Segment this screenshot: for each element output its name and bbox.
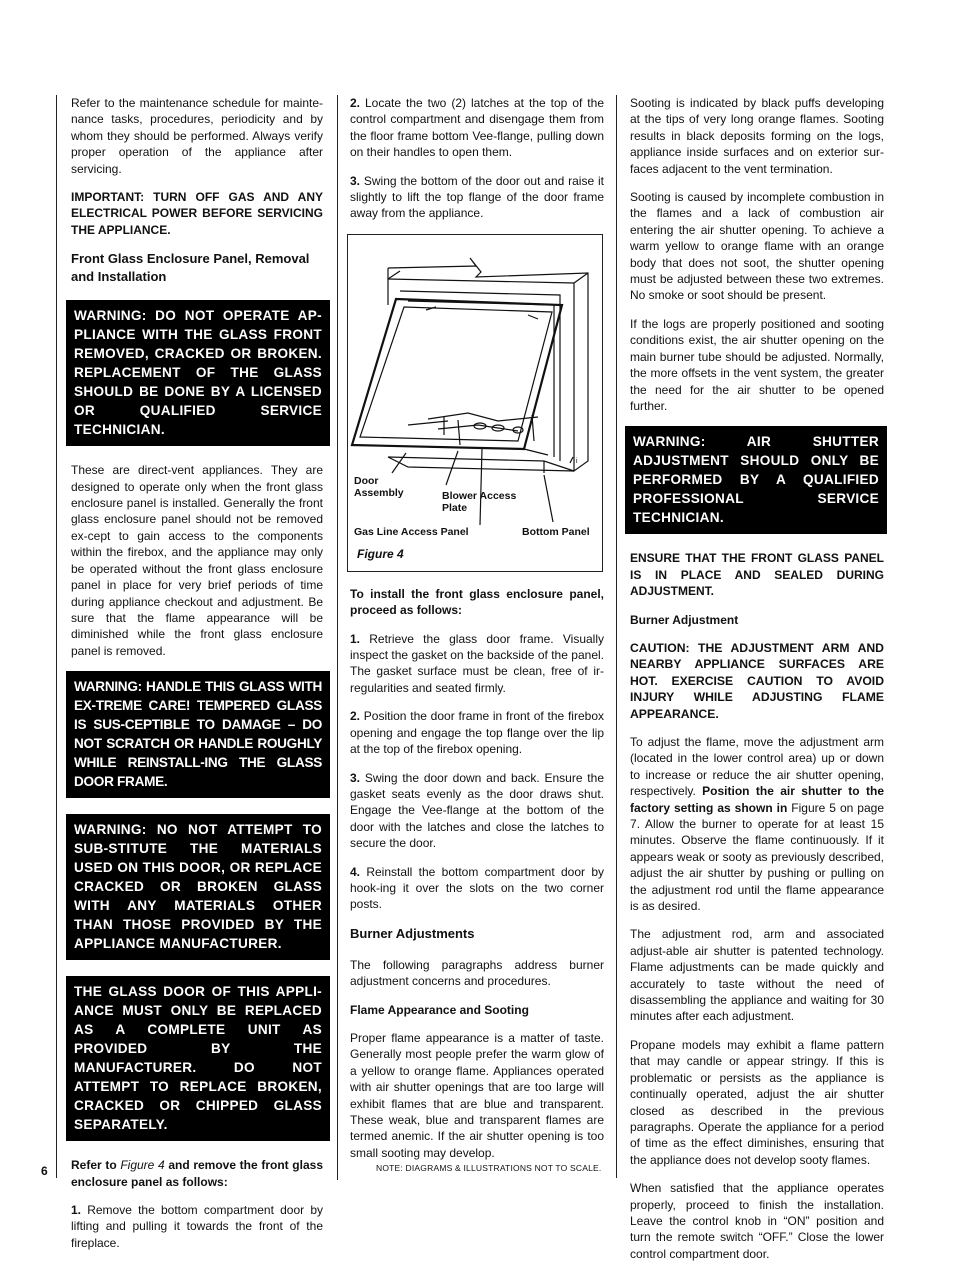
column-right xyxy=(630,95,884,1274)
sooting-paragraph-2: Sooting is caused by incomplete combustion in the flames and a lack of combustion air entering the air shutter opening. To achieve a warm yellow to orange flame with an orange body that does not soot, the shutter opening must be adjusted between these two extremes. No smoke or soot should be present. xyxy=(630,190,884,303)
removal-step-1: 1. Remove the bottom compartment door by lifting and pulling it towards the front of the fireplace. xyxy=(71,1202,323,1250)
label-bottom-panel: Bottom Panel xyxy=(522,525,590,538)
direct-vent-paragraph: These are direct-vent appliances. They are designed to operate only when the front glass enclosure panel is installed. Generally the front glass enclosure panel should not be removed ex-cept to gain access to the components within the firebox, and the appliance may only be operated without the front glass enclosure panel in place for very brief periods of time during appliance checkout and adjustment. Be sure that the flame appearance will be diminished while the front glass enclosure panel is removed. xyxy=(71,463,323,658)
figure-caption: Figure 4 xyxy=(357,546,404,561)
flame-appearance-heading: Flame Appearance and Sooting xyxy=(350,1002,529,1017)
caution-note: CAUTION: THE ADJUSTMENT ARM AND NEARBY APPLIANCE SURFACES ARE HOT. EXERCISE CAUTION TO AVOID INJURY WHILE ADJUSTING FLAME APPEARANCE. xyxy=(630,640,884,721)
adjust-flame-paragraph: To adjust the flame, move the adjustment arm (located in the lower control area) up or down to increase or reduce the air shutter opening, respectively. Position the air shutter to the factory setting as shown in Figure 5 on page 7. Allow the burner to operate for at least 15 minutes. Observe the flame continuously. If it appears weak or sooty as previously described, adjust the air shutter by pushing or pulling on the adjustment rod until the flame appearance is as desired. xyxy=(630,734,884,914)
column-middle xyxy=(350,95,604,1173)
page-number: 6 xyxy=(41,1164,48,1178)
column-rule-right xyxy=(616,95,617,1178)
column-rule-middle xyxy=(337,95,338,1180)
burner-adjustment-heading: Burner Adjustment xyxy=(630,612,739,627)
figure-4-box xyxy=(347,234,603,572)
removal-step-3: 3. Swing the bottom of the door out and raise it slightly to lift the top flange of the door frame away from the appliance. xyxy=(350,173,604,221)
flame-paragraph: Proper flame appearance is a matter of taste. Generally most people prefer the warm glow of a yellow to orange flame. Appliances operated with air shutter openings that are too large will exhibit flames that are blue and transparent. These weak, blue and transparent flames are termed anemic. If the air shutter opening is too small sooting may develop. xyxy=(350,1030,604,1160)
scale-footnote: NOTE: DIAGRAMS & ILLUSTRATIONS NOT TO SCALE. xyxy=(376,1163,602,1173)
label-door-assembly: Door Assembly xyxy=(354,474,404,499)
install-step-1: 1. Retrieve the glass door frame. Visually inspect the gasket on the backside of the panel. The gasket surface must be clean, free of ir-regularities and seated firmly. xyxy=(350,631,604,695)
fireplace-illustration xyxy=(348,235,602,571)
propane-paragraph: Propane models may exhibit a flame pattern that may candle or appear stringy. If this is problematic or persists as the appliance is continually operated, adjust the air shutter closed as described in the previous paragraphs. Operate the appliance for a period of time as the effect diminishes, ensuring that the appliance does not develop sooty flames. xyxy=(630,1037,884,1167)
removal-step-2: 2. Locate the two (2) latches at the top of the control compartment and disengage them from the floor frame bottom Vee-flange, pulling down on their handles to open them. xyxy=(350,96,604,160)
section-heading-glass-panel: Front Glass Enclosure Panel, Removal and Installation xyxy=(71,251,310,285)
label-gas-line-access-panel: Gas Line Access Panel xyxy=(354,525,469,538)
install-heading: To install the front glass enclosure panel, proceed as follows: xyxy=(350,586,604,618)
ensure-note: ENSURE THAT THE FRONT GLASS PANEL IS IN PLACE AND SEALED DURING ADJUSTMENT. xyxy=(630,551,884,599)
install-step-2: 2. Position the door frame in front of the firebox opening and engage the top flange over the lip at the top of the firebox opening. xyxy=(350,709,604,757)
burner-paragraph: The following paragraphs address burner adjustment concerns and procedures. xyxy=(350,957,604,989)
column-left xyxy=(71,95,323,1263)
burner-adjustments-heading: Burner Adjustments xyxy=(350,925,475,941)
sooting-paragraph-3: If the logs are properly positioned and sooting conditions exist, the air shutter opening on the main burner tube should be adjusted. Normally, the more offsets in the vent system, the greater the need for the air shutter to be opened further. xyxy=(630,316,884,413)
maintenance-paragraph: Refer to the maintenance schedule for mainte-nance tasks, procedures, periodicity and by whom they should be performed. Always verify proper operation of the appliance after servicing. xyxy=(71,96,323,176)
column-rule-left xyxy=(56,95,57,1178)
patented-paragraph: The adjustment rod, arm and associated adjust-able air shutter is patented technology. Flame adjustments can be made quickly and accurately to taste without the need of disassembling the appliance and waiting for 30 minutes after each adjustment. xyxy=(630,927,884,1024)
finish-paragraph: When satisfied that the appliance operates properly, proceed to finish the installation. Leave the control knob in “ON” position and turn the remote switch “OFF.” Close the lower control compartment door. xyxy=(630,1181,884,1261)
warning-box-glass-removed: WARNING: DO NOT OPERATE AP-PLIANCE WITH THE GLASS FRONT REMOVED, CRACKED OR BROKEN. REPLACEMENT OF THE GLASS SHOULD BE DONE BY A LICENSED OR QUALIFIED SERVICE TECHNICIAN. xyxy=(66,300,330,446)
warning-box-handle-glass: WARNING: HANDLE THIS GLASS WITH EX-TREME CARE! TEMPERED GLASS IS SUS-CEPTIBLE TO DAMAGE – DO NOT SCRATCH OR HANDLE ROUGHLY WHILE REINSTALL-ING THE GLASS DOOR FRAME. xyxy=(66,671,330,798)
warning-box-substitute-materials: WARNING: NO NOT ATTEMPT TO SUB-STITUTE THE MATERIALS USED ON THIS DOOR, OR REPLACE CRACKED OR BROKEN GLASS WITH ANY MATERIALS OTHER THAN THOSE PROVIDED BY THE APPLIANCE MANUFACTURER. xyxy=(66,814,330,960)
refer-instruction: Refer to Figure 4 and remove the front glass enclosure panel as follows: xyxy=(71,1158,323,1189)
install-step-4: 4. Reinstall the bottom compartment door by hook-ing it over the slots on the two corner posts. xyxy=(350,864,604,912)
important-note: IMPORTANT: TURN OFF GAS AND ANY ELECTRICAL POWER BEFORE SERVICING THE APPLIANCE. xyxy=(71,190,323,237)
warning-box-replace-door: THE GLASS DOOR OF THIS APPLI-ANCE MUST ONLY BE REPLACED AS A COMPLETE UNIT AS PROVIDED BY THE MANUFACTURER. DO NOT ATTEMPT TO REPLACE BROKEN, CRACKED OR CHIPPED GLASS SEPARATELY. xyxy=(66,976,330,1141)
sooting-paragraph-1: Sooting is indicated by black puffs developing at the tips of very long orange flames. Sooting results in black deposits forming on the logs, appliance inside surfaces and on exterior sur-faces adjacent to the vent termination. xyxy=(630,96,884,176)
install-step-3: 3. Swing the door down and back. Ensure the gasket seats evenly as the door draws shut. Engage the Vee-flange at the bottom of the door with the latches and close the latches to secure the door. xyxy=(350,770,604,851)
svg-text:i: i xyxy=(576,457,578,465)
label-blower-access-plate: Blower Access Plate xyxy=(442,489,517,514)
figure-reference: Figure 4 xyxy=(120,1158,165,1173)
warning-box-air-shutter: WARNING: AIR SHUTTER ADJUSTMENT SHOULD ONLY BE PERFORMED BY A QUALIFIED PROFESSIONAL SERVICE TECHNICIAN. xyxy=(625,426,887,534)
